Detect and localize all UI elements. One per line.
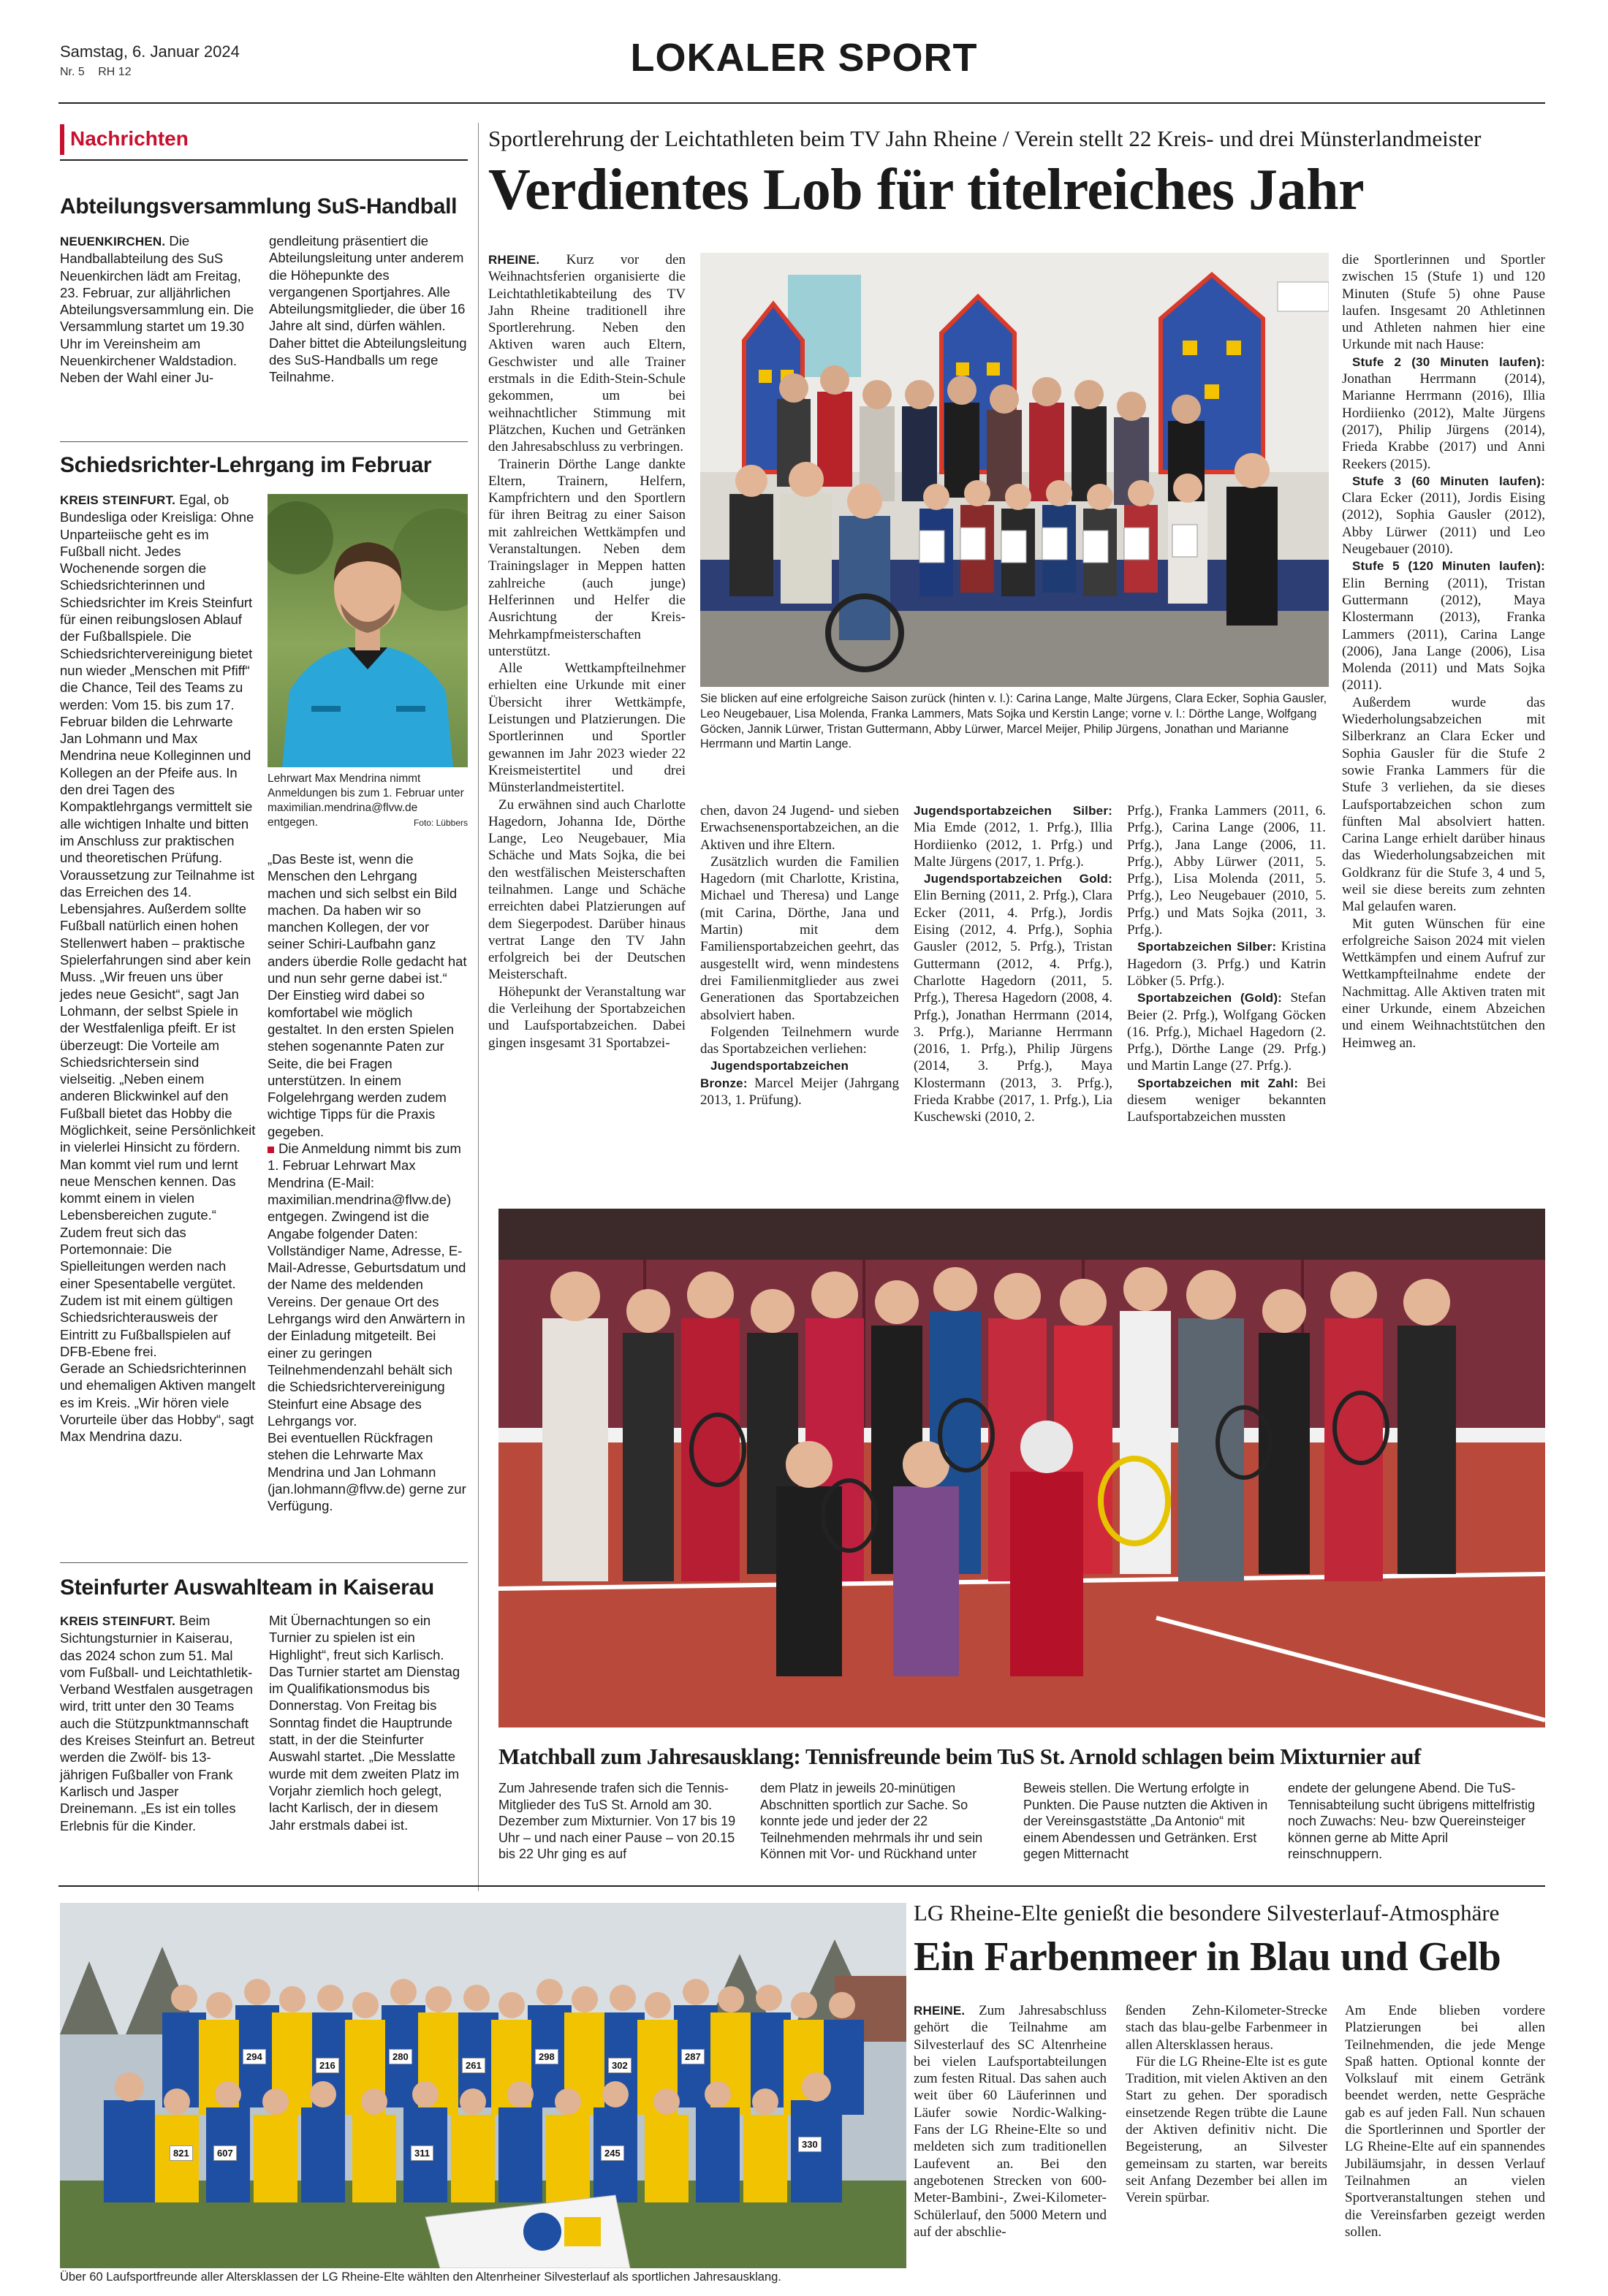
article-handball-headline: Abteilungsversammlung SuS-Handball — [60, 194, 458, 218]
award-label: Jugendsportabzeichen Silber: — [914, 804, 1112, 818]
article-referee-col1 — [60, 491, 256, 1445]
dateline: RHEINE. — [488, 253, 540, 267]
section-title: LOKALER SPORT — [630, 36, 978, 80]
article-text: chen, davon 24 Jugend- und sieben Erwachsenensportabzeichen, an die Aktiven und ihre Eltern. — [700, 803, 899, 853]
bib-number: 298 — [535, 2049, 558, 2064]
dateline: NEUENKIRCHEN. — [60, 235, 166, 248]
award-label: Jugendsportabzeichen Bronze: — [700, 1059, 849, 1090]
masthead-date: Samstag, 6. Januar 2024 — [60, 42, 240, 61]
bib-number: 261 — [462, 2058, 485, 2073]
referee-photo — [268, 494, 468, 767]
bib-numbers — [60, 1903, 906, 2268]
bib-number: 245 — [601, 2145, 624, 2161]
silvester-col3 — [1345, 2002, 1545, 2240]
article-text: Kristina Hagedorn (3. Prfg.) und Katrin Löbker (5. Prfg.). — [1127, 939, 1327, 989]
article-text: Elin Berning (2011, 2. Prfg.), Clara Ecker (2011, 4. Prfg.), Jordis Eising (2012, 4. Prfg.), Sophia Gausler (2012, 5. Prfg.), Tristan Guttermann (2012, 4. Prfg.), Charlotte Hagedorn (2011, 5. Prfg.), Theresa Hagedorn (2008, 4. Prfg.), Jonathan Herrmann (2014, 3. Prfg.), Marianne Herrmann (2016, 1. Prfg.), Philip Jürgens (2014, 3. Prfg.), Maya Klostermann (2013, 3. Prfg.), Frieda Krabbe (2017, 1. Prfg.), Lia Kuschewski (2010, 2. — [914, 888, 1112, 1125]
tennis-col3: Beweis stellen. Die Wertung erfolgte in Punkten. Die Pause nutzten die Aktiven in der Vereinsgaststätte „Da Antonio“ mit einem Abendessen und Getränken. Erst gegen Mitternacht — [1023, 1781, 1268, 1861]
leichtathletik-group-photo — [700, 253, 1329, 687]
article-text: Zu erwähnen sind auch Charlotte Hagedorn, Johanna Ide, Dörthe Lange, Leo Neugebauer, Mia Schäche und Mats Sojka, die bei den westfälischen Meisterschaften teilnahmen. Lange und Schäche erreichten dabei Platzierungen auf dem Siegerpodest. Darüber hinaus vertrat Lange den TV Jahn erfolgreich bei der Deutschen Meisterschaft. — [488, 797, 686, 983]
article-referee-col2 — [268, 851, 468, 1515]
main-col5 — [1342, 251, 1545, 1052]
bullet-icon — [268, 1147, 274, 1153]
silvester-kicker: LG Rheine-Elte genießt die besondere Silvesterlauf-Atmosphäre — [914, 1900, 1500, 1926]
article-text: Für die LG Rheine-Elte ist es gute Tradition, mit vielen Aktiven an den Start zu gehen. Der sporadisch einsetzende Regen trübte die Laune der Aktiven definitiv nicht. Die Begeisterung, an Silvester gemeinsam zu starten, war bereits seit Anfang Dezember bei allen im Verein spürbar. — [1126, 2053, 1327, 2206]
bib-number: 302 — [608, 2058, 632, 2073]
tennis-col1: Zum Jahresende trafen sich die Tennis-Mitglieder des TuS St. Arnold am 30. Dezember zum Mixturnier. Von 17 bis 19 Uhr – und nach einer Pause – von 20.15 bis 22 Uhr ging es auf — [498, 1781, 736, 1861]
silvester-col1 — [914, 2002, 1107, 2240]
silvesterlauf-group-photo — [60, 1903, 906, 2268]
article-text: Alle Wettkampfteilnehmer erhielten eine Urkunde mit einer Übersicht ihrer Wettkämpfe, Leistungen und Platzierungen. Die Sportlerinnen und Sportler gewannen im Jahr 2023 wieder 22 Kreismeistertitel und drei Münsterlandmeistertitel. — [488, 661, 686, 796]
article-text: Die Handballabteilung des SuS Neuenkirchen lädt am Freitag, 23. Februar, zur alljährlichen Abteilungsversammlung ein. Die Versammlung startet um 19.30 Uhr im Vereinsheim am Neuenkirchener Waldstadion. Neben der Wahl einer Ju- — [60, 233, 254, 386]
article-text: Marcel Meijer (Jahrgang 2013, 1. Prüfung). — [700, 1075, 900, 1109]
article-kaiserau-col1 — [60, 1612, 257, 1834]
article-text: Kurz vor den Weihnachtsferien organisierte die Leichtathletikabteilung des TV Jahn Rheine traditionell ihre Sportlerehrung. Neben den Aktiven waren auch Eltern, Geschwister und alle Trainer erstmals in die Edith-Stein-Schule gekommen, um bei weihnachtlicher Stimmung mit Plätzchen, Kuchen und Getränken den Jahresabschluss zu verbringen. — [488, 252, 686, 455]
sidebar-label: Nachrichten — [60, 124, 469, 155]
silvesterlauf-photo-caption: Über 60 Laufsportfreunde aller Altersklassen der LG Rheine-Elte wählten den Altenrheiner Silvesterlauf als sportlichen Jahresausklang. — [60, 2270, 781, 2284]
bib-number: 607 — [213, 2145, 237, 2161]
article-kaiserau-headline: Steinfurter Auswahlteam in Kaiserau — [60, 1575, 434, 1600]
article-text: Mit Übernachtungen so ein Turnier zu spielen ist ein Highlight“, freut sich Karlisch. Das Turnier startet am Dienstag im Qualifikationsmodus bis Donnerstag. Von Freitag bis Sonntag findet die Hauptrunde statt, in der die Steinfurter Auswahl startet. „Die Messlatte wurde mit dem zweiten Platz im Vorjahr ziemlich hoch gelegt, lacht Karlisch, der in diesem Jahr erstmals dabei ist. — [269, 1613, 460, 1833]
article-text: Mia Emde (2012, 1. Prfg.), Illia Hordiienko (2012, 1. Prfg.) und Malte Jürgens (2017, 1. Prfg.). — [914, 820, 1112, 870]
bib-number: 280 — [389, 2049, 412, 2064]
article-text: Die Anmeldung nimmt bis zum 1. Februar Lehrwart Max Mendrina (E-Mail: maximilian.mendrina@flvw.de) entgegen. Zwingend ist die Angabe folgender Daten: Vollständiger Name, Adresse, E-Mail-Adresse, Geburtsdatum und der Name des meldenden Vereins. Der genaue Ort des Lehrgangs wird den Anwärtern in der Einladung mitgeteilt. Bei einer zu geringen Teilnehmendenzahl behält sich die Schiedsrichtervereinigung Steinfurt eine Absage des Lehrgangs vor. — [268, 1141, 466, 1429]
article-text: Bei diesem weniger bekannten Laufsportabzeichen mussten — [1127, 1075, 1326, 1125]
bib-number: 216 — [316, 2058, 339, 2073]
main-col4 — [1127, 802, 1326, 1126]
article-text: Trainerin Dörthe Lange dankte Eltern, Trainern, Helfern, Kampfrichtern und den Sportlern für ihren Beitrag zu einer Saison mit zahlreichen Wettkämpfen und Veranstaltungen. Neben dem Trainingslager in Meppen hatten zahlreiche (auch junge) Helferinnen und Helfer die Ausrichtung der Kreis-Mehrkampfmeisterschaften unterstützt. — [488, 456, 686, 659]
bib-number: 294 — [243, 2049, 266, 2064]
dateline: KREIS STEINFURT. — [60, 493, 176, 507]
article-text: ßenden Zehn-Kilometer-Strecke stach das blau-gelbe Farbenmeer in allen Altersklassen heraus. — [1126, 2003, 1327, 2053]
article-text: Außerdem wurde das Wiederholungsabzeichen mit Silberkranz an Clara Ecker und Sophia Gausler für die Stufe 2 sowie Franka Lammers für die Stufe 3 verliehen, da sie dieses Laufsportabzeichen schon zum fünften Mal absolviert hatten. Carina Lange erhielt darüber hinaus das Wiederholungsabzeichen mit Goldkranz für die Stufe 3, 4 und 5, weil sie diese bereits zum zehnten Mal gelaufen waren. — [1342, 694, 1545, 915]
article-text: Beim Sichtungsturnier in Kaiserau, das 2024 schon zum 51. Mal vom Fußball- und Leichtathletik-Verband Westfalen ausgetragen wird, tritt unter den 30 Teams auch die Stützpunktmannschaft des Kreises Steinfurt an. Betreut werden die Zwölf- bis 13-jährigen Fußballer von Frank Karlisch und Jasper Dreinemann. „Es ist ein tolles Erlebnis für die Kinder. — [60, 1613, 255, 1833]
article-text: Clara Ecker (2011), Jordis Eising (2012), Sophia Gausler (2012), Abby Lürwer (2011) und Leo Neugebauer (2010). — [1342, 490, 1545, 558]
award-label: Stufe 3 (60 Minuten laufen): — [1352, 474, 1545, 488]
caption-text: Lehrwart Max Mendrina nimmt Anmeldungen bis zum 1. Februar unter maximilian.mendrina@flvw.de entgegen. — [268, 772, 464, 829]
main-col3 — [914, 802, 1112, 1126]
masthead-rule — [58, 102, 1545, 104]
award-label: Sportabzeichen mit Zahl: — [1137, 1076, 1299, 1090]
divider — [60, 441, 468, 442]
referee-photo-caption — [268, 772, 468, 830]
article-text: Jonathan Herrmann (2014), Marianne Herrmann (2016), Illia Hordiienko (2012), Malte Jürgens (2017), Philip Jürgens (2014), Frieda Krabbe (2017) und Anni Reekers (2015). — [1342, 371, 1545, 472]
award-label: Jugendsportabzeichen Gold: — [924, 872, 1112, 886]
article-kaiserau-col2 — [269, 1612, 468, 1833]
photo-credit: Foto: Lübbers — [413, 818, 468, 828]
article-handball-col2 — [269, 232, 468, 386]
dateline: RHEINE. — [914, 2004, 966, 2018]
edition-code: RH 12 — [98, 66, 132, 78]
bib-number: 311 — [411, 2145, 433, 2161]
tennis-group-photo — [498, 1209, 1545, 1727]
article-text: Voraussetzung zur Teilnahme ist das Erreichen des 14. Lebensjahres. Außerdem sollte Fußball natürlich einen hohen Stellenwert haben – praktische Spielerfahrungen sind aber kein Muss. „Wir freuen uns über jedes neue Gesicht“, sagt Jan Lohmann, der selbst Spiele in der Westfalenliga pfeift. Er ist überzeugt: Die Vorteile am Schiedsrichtersein sind vielseitig. „Neben einem anderen Blickwinkel auf den Fußball bietet das Hobby die Möglichkeit, seine Persönlichkeit in vielerlei Hinsicht zu fördern. Man kommt viel rum und lernt neue Menschen kennen. Das kommt einem in vielen Lebensbereichen zugute.“ Zudem freut sich das Portemonnaie: Die Spielleitungen werden nach einer Spesentabelle vergütet. Zudem ist mit einem gültigen Schiedsrichterausweis der Eintritt zu Fußballspielen auf DFB-Ebene frei. — [60, 867, 256, 1359]
award-label: Stufe 5 (120 Minuten laufen): — [1352, 559, 1545, 574]
article-text: Egal, ob Bundesliga oder Kreisliga: Ohne Unparteiische geht es im Fußball nicht. Jedes Wochenende sorgen die Schiedsrichterinnen und Schiedsrichter im Kreis Steinfurt für einen reibungslosen Ablauf der Fußballspiele. Die Schiedsrichtervereinigung bietet nun wieder „Menschen mit Pfiff“ die Chance, Teil des Teams zu werden: Vom 15. bis zum 17. Februar bilden die Lehrwarte Jan Lohmann und Max Mendrina neue Kolleginnen und Kollegen an der Pfeife aus. In den drei Tagen des Kompaktlehrgangs vermittelt sie alle wichtigen Inhalte und bitten im Anschluss zur praktischen und theoretischen Prüfung. — [60, 492, 254, 866]
column-divider — [478, 123, 479, 1891]
bib-number: 330 — [798, 2137, 822, 2152]
sidebar-label-rule — [60, 159, 468, 161]
article-text: Zum Jahresabschluss gehört die Teilnahme am Silvesterlauf des SC Altenrheine bei vielen Laufsportabteilungen zum festen Ritual. Das sahen auch weit über 60 Läuferinnen und Läufer sowie Nordic-Walking-Fans der LG Rheine-Elte so und meldeten sich zum traditionellen Laufevent an. Bei den angebotenen Strecken von 600-Meter-Bambini-, Zwei-Kilometer-Schülerlauf, den 5000 Metern und auf der abschlie- — [914, 2003, 1107, 2240]
article-text: die Sportlerinnen und Sportler zwischen 15 (Stufe 1) und 120 Minuten (Stufe 5) ohne Pause laufen. Insgesamt 20 Athletinnen und Athleten nahmen hier eine Urkunde mit nach Hause: — [1342, 252, 1545, 353]
silvester-col2 — [1126, 2002, 1327, 2207]
main-headline: Verdientes Lob für titelreiches Jahr — [488, 158, 1365, 222]
leichtathletik-photo-caption: Sie blicken auf eine erfolgreiche Saison zurück (hinten v. l.): Carina Lange, Malte Jürgens, Clara Ecker, Sophia Gausler, Leo Neugebauer, Lisa Molenda, Franka Lammers, Mats Sojka und Kerstin Lange; vorne v. l.: Dörthe Lange, Wolfgang Göcken, Jannik Lürwer, Tristan Guttermann, Abby Lürwer, Marcel Meijer, Philip Jürgens, Jonathan und Marianne Herrmann und Martin Lange. — [700, 692, 1327, 751]
tennis-col4: endete der gelungene Abend. Die TuS-Tennisabteilung sucht übrigens mittelfristig noch Zuwachs: Neu- bzw Quereinsteiger können gerne ab Mitte April reinschnuppern. — [1288, 1781, 1536, 1861]
award-label: Stufe 2 (30 Minuten laufen): — [1352, 354, 1545, 369]
award-label: Sportabzeichen (Gold): — [1137, 991, 1283, 1006]
main-kicker: Sportlerehrung der Leichtathleten beim TV Jahn Rheine / Verein stellt 22 Kreis- und drei Münsterlandmeister — [488, 126, 1482, 151]
article-text: Bei eventuellen Rückfragen stehen die Lehrwarte Max Mendrina und Jan Lohmann (jan.lohmann@flvw.de) gerne zur Verfügung. — [268, 1430, 466, 1514]
article-text: Folgenden Teilnehmern wurde das Sportabzeichen verliehen: — [700, 1024, 899, 1057]
article-text: Prfg.), Franka Lammers (2011, 6. Prfg.), Carina Lange (2006, 11. Prfg.), Jana Lange (2006, 11. Prfg.), Abby Lürwer (2011, 5. Prfg.), Lisa Molenda (2011, 5. Prfg.), Leo Neugebauer (2010, 5. Prfg.) und Mats Sojka (2011, 3. Prfg.). — [1127, 803, 1326, 938]
tennis-headline: Matchball zum Jahresausklang: Tennisfreunde beim TuS St. Arnold schlagen beim Mixturnier auf — [498, 1744, 1421, 1769]
main-col2 — [700, 802, 899, 1109]
main-col1 — [488, 251, 686, 1052]
article-text: Stefan Beier (2. Prfg.), Wolfgang Göcken (16. Prfg.), Michael Hagedorn (2. Prfg.), Dörthe Lange (29. Prfg.) und Martin Lange (27. Prfg.). — [1127, 990, 1327, 1074]
section-rule — [58, 1885, 1545, 1887]
article-text: Gerade an Schiedsrichterinnen und ehemaligen Aktiven mangelt es im Kreis. „Wir hören viele Vorurteile über das Hobby“, sagt Max Mendrina dazu. — [60, 1361, 256, 1445]
dateline: KREIS STEINFURT. — [60, 1614, 176, 1628]
award-label: Sportabzeichen Silber: — [1137, 940, 1277, 954]
article-handball-col1 — [60, 232, 257, 387]
issue-number: Nr. 5 — [60, 66, 85, 78]
article-text: Elin Berning (2011), Tristan Guttermann (2012), Maya Klostermann (2013), Franka Lammers (2011), Carina Lange (2006), Jana Lange (2006), Lisa Molenda (2011) und Mats Sojka (2011). — [1342, 575, 1545, 693]
article-text: Zusätzlich wurden die Familien Hagedorn (mit Charlotte, Kristina, Michael und Theresa) und Lange (mit Carina, Dörthe, Jana und Martin) mit dem Familiensportabzeichen geehrt, das ausgestellt wird, wenn mindestens drei Familienmitglieder aus zwei Generationen das Sportabzeichen absolviert haben. — [700, 854, 899, 1023]
article-text: „Das Beste ist, wenn die Menschen den Lehrgang machen und sich selbst ein Bild machen. Da haben wir so manchen Kollegen, der vor seiner Schiri-Laufbahn ganz anders überdie Rolle gedacht hat und nun sehr gerne dabei ist.“ Der Einstieg wird dabei so komfortabel wie möglich gestaltet. In den ersten Spielen stehen sogenannte Paten zur Seite, die bei Fragen unterstützen. In einem Folgelehrgang werden zudem wichtige Tipps für die Praxis gegeben. — [268, 851, 467, 1139]
article-text: gendleitung präsentiert die Abteilungsleitung unter anderem die Höhepunkte des vergangenen Sportjahres. Alle Abteilungsmitglieder, die über 16 Jahre alt sind, dürfen wählen. Daher bittet die Abteilungsleitung des SuS-Handballs um rege Teilnahme. — [269, 233, 467, 385]
article-referee-headline: Schiedsrichter-Lehrgang im Februar — [60, 453, 432, 477]
article-text: Am Ende blieben vordere Platzierungen bei allen Teilnehmenden, die jede Menge Spaß hatten. Optional konnte der Volkslauf mit einem Getränk beendet werden, nette Gespräche gab es auf jeden Fall. Nun schauen die Sportlerinnen und Sportler der LG Rheine-Elte auf ein spannendes Jubiläumsjahr, in dessen Verlauf Teilnahmen an vielen Sportveranstaltungen stehen und die Vereinsfarben gezeigt werden sollen. — [1345, 2003, 1545, 2240]
silvester-headline: Ein Farbenmeer in Blau und Gelb — [914, 1934, 1501, 1980]
bib-number: 821 — [170, 2145, 193, 2161]
article-text: Mit guten Wünschen für eine erfolgreiche Saison 2024 mit vielen Wettkämpfen und einem Aufruf zur Wettkampfteilnahme endete der Nachmittag. Alle Aktiven traten mit einer Urkunde, einem Abzeichen und einem Weihnachtstütchen den Heimweg an. — [1342, 916, 1545, 1051]
article-text: Höhepunkt der Veranstaltung war die Verleihung der Sportabzeichen und Laufsportabzeichen. Dabei gingen insgesamt 31 Sportabzei- — [488, 984, 686, 1051]
divider — [60, 1562, 468, 1563]
tennis-col2: dem Platz in jeweils 20-minütigen Abschnitten sportlich zur Sache. So konnte jede und jeder der 22 Teilnehmenden mehrmals ihr und sein Können mit Vor- und Rückhand unter — [760, 1781, 983, 1861]
bib-number: 287 — [681, 2049, 705, 2064]
